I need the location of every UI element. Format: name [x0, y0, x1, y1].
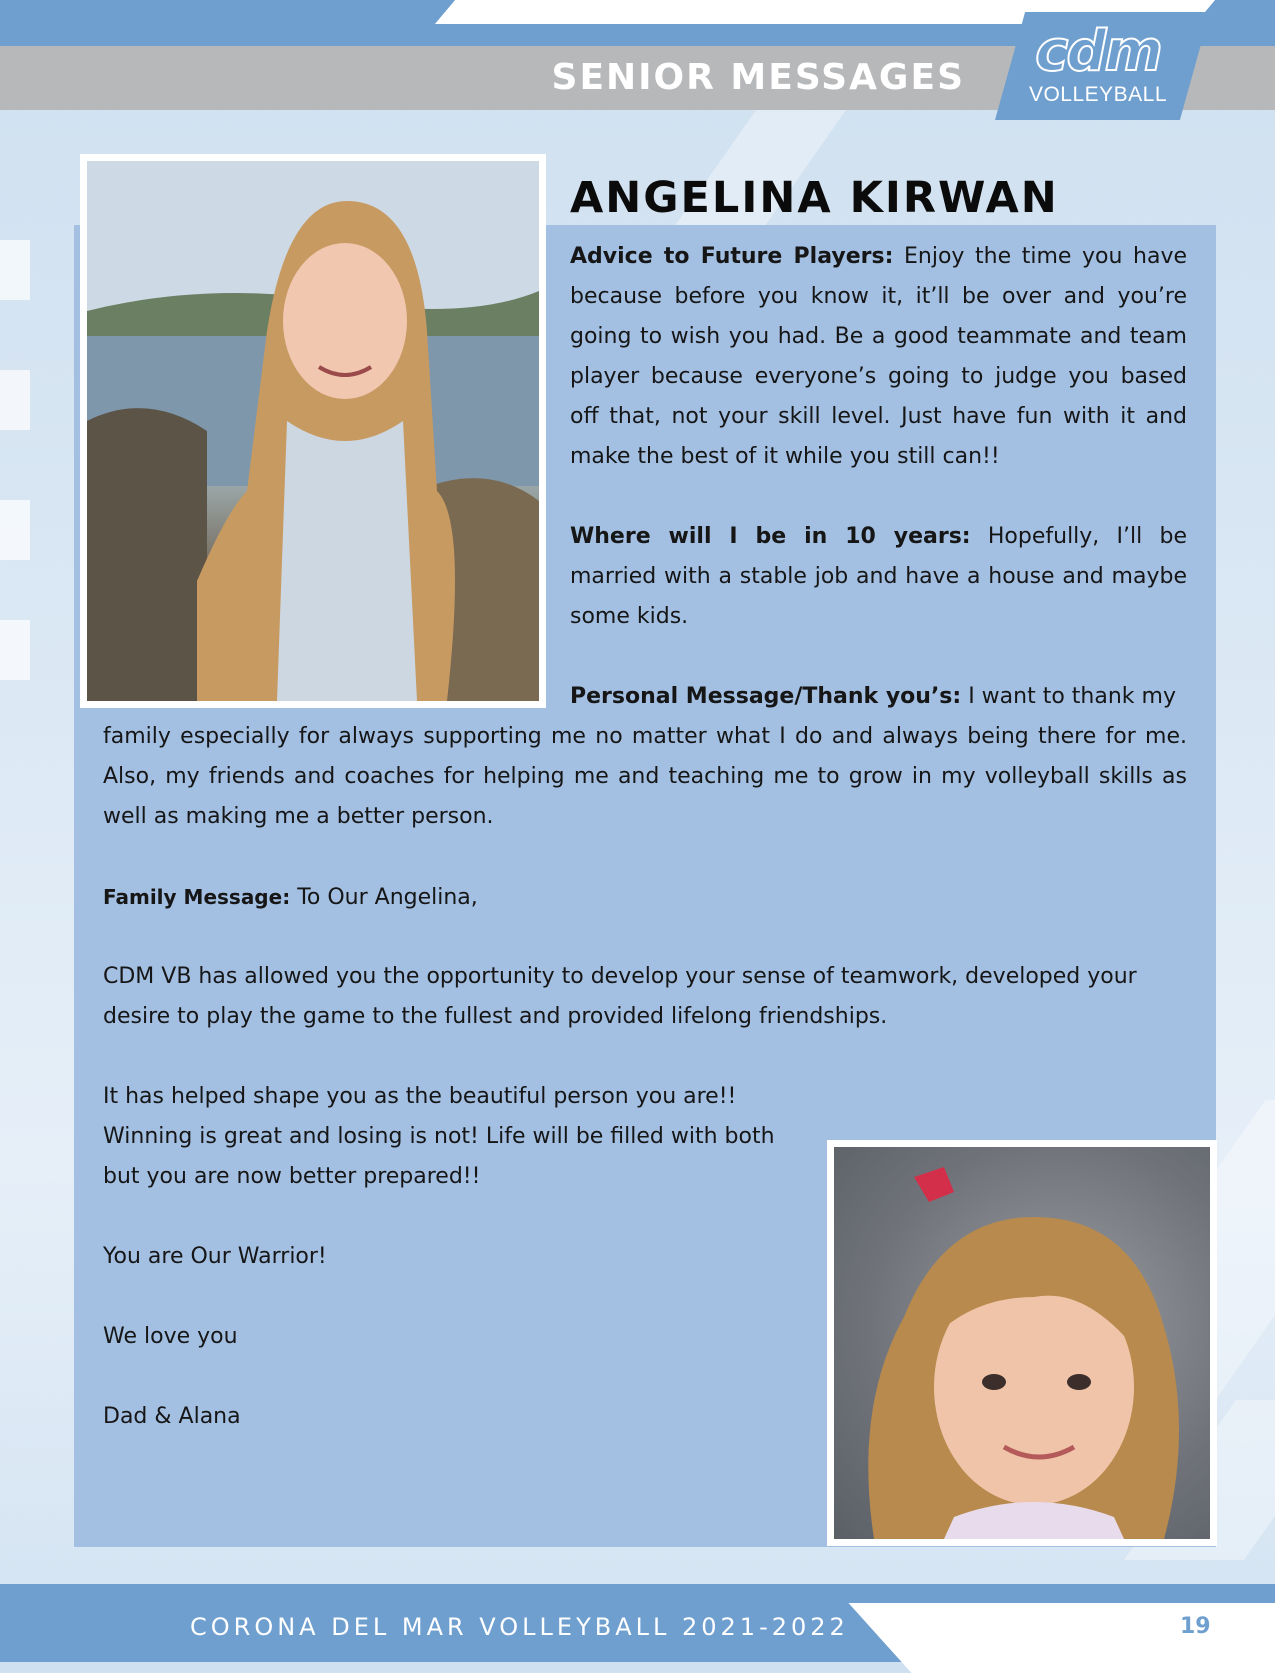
- cdm-logo-subtext: VOLLEYBALL: [1028, 83, 1168, 106]
- personal-message-continued: family especially for always supporting me no matter what I do and always being there for me. Also, my friends and coaches for helping me and teaching me to grow in my volleyball skills as well as making me a better person.: [103, 724, 1187, 829]
- advice-text: Enjoy the time you have because before you know it, it’ll be over and you’re going to wish you had. Be a good teammate and team player because everyone’s going to judge you based off that, not your skill level. Just have fun with it and make the best of it while you still can!!: [570, 244, 1188, 469]
- family-paragraph-2-line-1: It has helped shape you as the beautiful person you are!!: [103, 1084, 737, 1109]
- family-greeting: To Our Angelina,: [297, 885, 478, 910]
- advice-paragraph: [570, 237, 1187, 477]
- senior-photo: [80, 154, 546, 708]
- senior-photo-illustration: [87, 161, 539, 701]
- background-light: [0, 500, 30, 560]
- personal-text-start: I want to thank my: [968, 684, 1176, 709]
- personal-label: Personal Message/Thank you’s:: [570, 684, 962, 709]
- page-number: 19: [1180, 1614, 1211, 1639]
- ten-years-paragraph: [570, 517, 1187, 637]
- personal-message-first-line: [570, 677, 1187, 717]
- family-paragraph-2-line-3: but you are now better prepared!!: [103, 1164, 481, 1189]
- section-title: SENIOR MESSAGES: [551, 57, 965, 98]
- family-paragraph-4: We love you: [103, 1324, 238, 1349]
- background-light: [0, 620, 30, 680]
- family-signature: Dad & Alana: [103, 1404, 241, 1429]
- childhood-photo: [827, 1140, 1217, 1546]
- ten-years-label: Where will I be in 10 years:: [570, 524, 971, 549]
- background-light: [0, 370, 30, 430]
- cdm-logo-text: cdm: [1035, 19, 1161, 84]
- family-paragraph-3: You are Our Warrior!: [103, 1244, 327, 1269]
- childhood-photo-illustration: [834, 1147, 1210, 1539]
- footer-title: CORONA DEL MAR VOLLEYBALL 2021-2022: [190, 1613, 849, 1641]
- background-light: [0, 240, 30, 300]
- footer-accent: [848, 1603, 1275, 1673]
- family-paragraph-2-line-2: Winning is great and losing is not! Life will be filled with both: [103, 1124, 775, 1149]
- advice-label: Advice to Future Players:: [570, 244, 894, 269]
- senior-name: ANGELINA KIRWAN: [570, 173, 1059, 223]
- family-message-label: Family Message:: [103, 885, 291, 909]
- ten-years-text: Hopefully, I’ll be married with a stable job and have a house and maybe some kids.: [570, 524, 1188, 629]
- family-paragraph-1: CDM VB has allowed you the opportunity to develop your sense of teamwork, developed your desire to play the game to the fullest and provided lifelong friendships.: [103, 964, 1137, 1029]
- family-message-heading: [103, 877, 1187, 918]
